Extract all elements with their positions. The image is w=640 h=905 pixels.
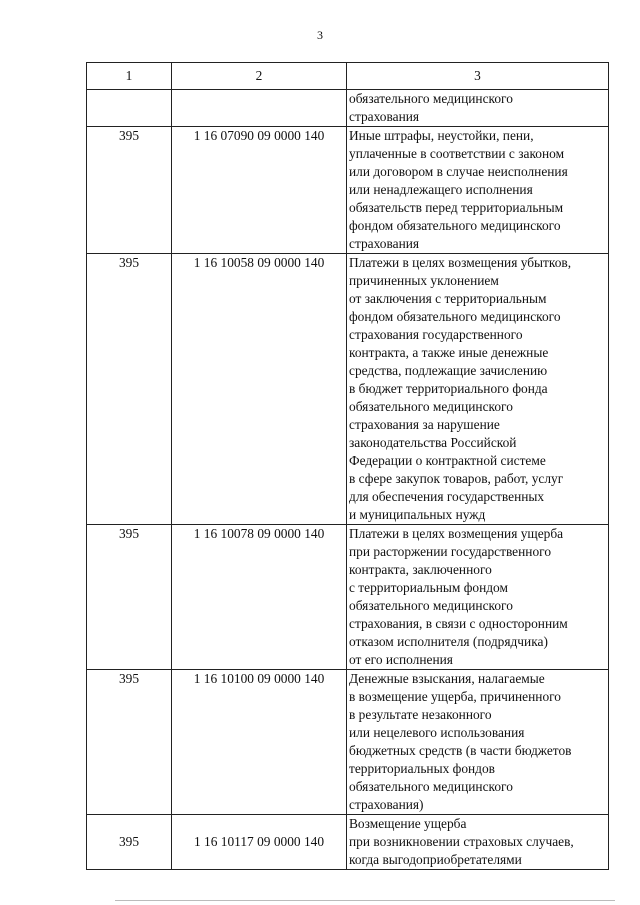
description-cell: Иные штрафы, неустойки, пени, уплаченные в соответствии с законом или договором в случае неисполнения или ненадлежащего исполнения обязательств перед территориальным фондом обязательного медицинского страхования	[347, 127, 609, 254]
table-row	[87, 127, 609, 254]
column-header-2: 2	[172, 63, 347, 90]
empty-cell	[87, 90, 172, 127]
continuation-row	[87, 90, 609, 127]
description-cell: Платежи в целях возмещения ущерба при расторжении государственного контракта, заключенного с территориальным фондом обязательного медицинского страхования, в связи с односторонним отказом исполнителя (подрядчика) от его исполнения	[347, 525, 609, 670]
table-row	[87, 670, 609, 815]
continuation-text: обязательного медицинского страхования	[347, 90, 609, 127]
revenue-codes-table	[86, 62, 609, 870]
admin-code-cell: 395	[87, 525, 172, 670]
table-row	[87, 254, 609, 525]
page-number: 3	[317, 28, 323, 42]
admin-code-cell: 395	[87, 670, 172, 815]
table-header-row	[87, 63, 609, 90]
admin-code-cell: 395	[87, 815, 172, 870]
admin-code-cell: 395	[87, 254, 172, 525]
budget-code-cell: 1 16 10117 09 0000 140	[172, 815, 347, 870]
column-header-3: 3	[347, 63, 609, 90]
description-cell: Платежи в целях возмещения убытков, причиненных уклонением от заключения с территориальным фондом обязательного медицинского страхования государственного контракта, а также иные денежные средства, подлежащие зачислению в бюджет территориального фонда обязательного медицинского страхования за нарушение законодательства Российской Федерации о контрактной системе в сфере закупок товаров, работ, услуг для обеспечения государственных и муниципальных нужд	[347, 254, 609, 525]
budget-code-cell: 1 16 10078 09 0000 140	[172, 525, 347, 670]
budget-code-cell: 1 16 07090 09 0000 140	[172, 127, 347, 254]
table-row	[87, 525, 609, 670]
empty-cell	[172, 90, 347, 127]
budget-code-cell: 1 16 10100 09 0000 140	[172, 670, 347, 815]
admin-code-cell: 395	[87, 127, 172, 254]
budget-code-cell: 1 16 10058 09 0000 140	[172, 254, 347, 525]
column-header-1: 1	[87, 63, 172, 90]
description-cell: Возмещение ущерба при возникновении страховых случаев, когда выгодоприобретателями	[347, 815, 609, 870]
page-bottom-rule	[115, 900, 615, 901]
description-cell: Денежные взыскания, налагаемые в возмещение ущерба, причиненного в результате незаконного или нецелевого использования бюджетных средств (в части бюджетов территориальных фондов обязательного медицинского страхования)	[347, 670, 609, 815]
table-row	[87, 815, 609, 870]
